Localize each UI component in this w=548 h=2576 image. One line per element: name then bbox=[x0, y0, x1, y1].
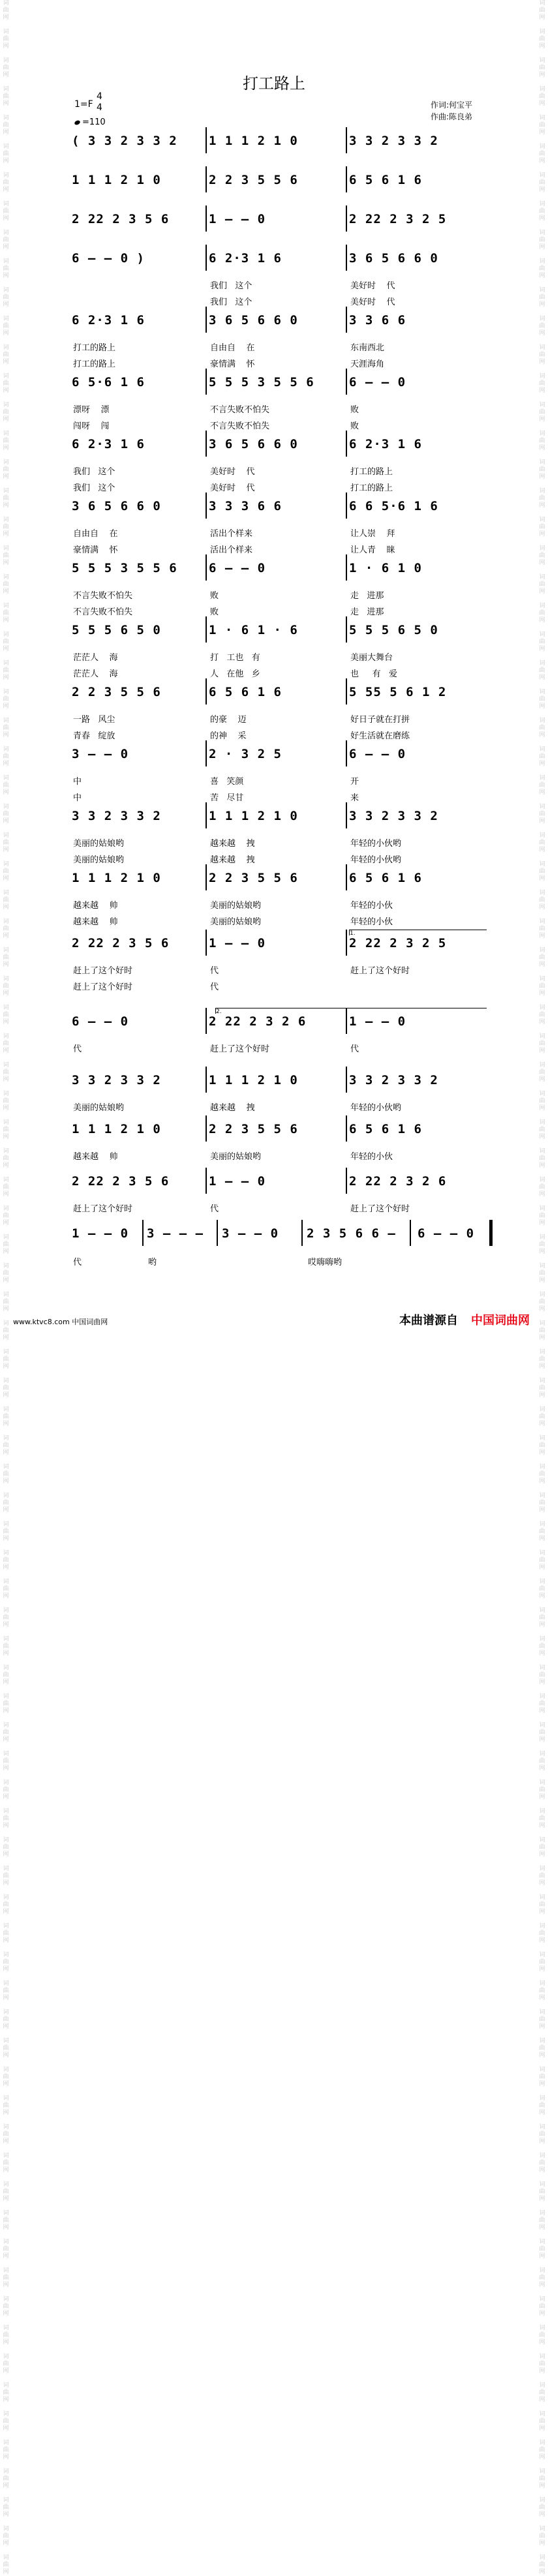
lyric-line: 的豪 迈 bbox=[210, 715, 247, 725]
bar-line bbox=[206, 205, 207, 232]
lyric-line: 我们 这个 bbox=[73, 483, 115, 493]
lyric-line: 美丽的姑娘哟 bbox=[73, 839, 125, 849]
lyric-line: 让人青 睐 bbox=[350, 545, 395, 555]
lyric-line: 茫茫人 海 bbox=[73, 669, 118, 679]
bar-line bbox=[346, 205, 347, 232]
final-bar-line bbox=[489, 1220, 493, 1246]
lyric-line: 不言失败不怕失 bbox=[210, 405, 270, 415]
measure-notes: 3 6 5 6 6 0 bbox=[209, 313, 298, 327]
bar-line bbox=[346, 1067, 347, 1093]
lyric-line: 来 bbox=[350, 793, 359, 803]
measure-notes: 5 5 5 6 5 0 bbox=[349, 623, 438, 637]
bar-line bbox=[217, 1220, 218, 1246]
bar-line bbox=[206, 802, 207, 828]
measure-notes: 3 6 5 6 6 0 bbox=[349, 251, 438, 265]
lyric-line: 年轻的小伙哟 bbox=[350, 1103, 402, 1113]
measure-notes: 5 5 5 3 5 5 6 bbox=[72, 561, 177, 575]
measure-notes: 2 22 2 3 5 6 bbox=[72, 936, 170, 950]
measure-notes: 6 — — 0 bbox=[349, 375, 406, 389]
lyric-line: 一路 风尘 bbox=[73, 715, 115, 725]
lyricist-credit: 作词:何宝平 bbox=[431, 100, 473, 110]
bar-line bbox=[346, 127, 347, 153]
lyric-line: 我们 这个 bbox=[73, 467, 115, 477]
bar-line bbox=[346, 740, 347, 766]
bar-line bbox=[206, 245, 207, 271]
bar-line bbox=[206, 1115, 207, 1142]
lyric-line: 哟 bbox=[148, 1258, 157, 1267]
measure-notes: 3 3 2 3 3 2 bbox=[349, 809, 438, 823]
bar-line bbox=[206, 307, 207, 333]
bar-line bbox=[206, 166, 207, 192]
measure-notes: 3 3 2 3 3 2 bbox=[72, 809, 161, 823]
measure-notes: 2 2 3 5 5 6 bbox=[209, 871, 298, 885]
lyric-line: 越来越 拽 bbox=[210, 855, 255, 865]
lyric-line: 越来越 拽 bbox=[210, 839, 255, 849]
measure-notes: 3 3 2 3 3 2 bbox=[349, 1073, 438, 1087]
lyric-line: 美好时 代 bbox=[210, 467, 255, 477]
lyric-line: 苦 尽甘 bbox=[210, 793, 244, 803]
lyric-line: 豪情满 怀 bbox=[210, 359, 255, 369]
key-signature: 1=F bbox=[74, 99, 93, 110]
measure-notes: 1 — — 0 bbox=[72, 1226, 129, 1241]
bar-line bbox=[346, 492, 347, 519]
lyric-line: 赶上了这个好时 bbox=[73, 1204, 133, 1214]
bar-line bbox=[346, 554, 347, 581]
measure-notes: 1 — — 0 bbox=[209, 1174, 266, 1189]
time-signature-top: 4 bbox=[97, 91, 102, 102]
measure-notes: 2 22 2 3 5 6 bbox=[72, 1174, 170, 1189]
lyric-line: 青春 绽放 bbox=[73, 731, 115, 741]
lyric-line: 赶上了这个好时 bbox=[350, 966, 410, 976]
lyric-line: 年轻的小伙哟 bbox=[350, 839, 402, 849]
bar-line bbox=[346, 431, 347, 457]
lyric-line: 美丽的姑娘哟 bbox=[210, 917, 262, 927]
lyric-line: 年轻的小伙 bbox=[350, 917, 393, 927]
lyric-line: 美好时 代 bbox=[350, 297, 395, 307]
measure-notes: 5 5 5 6 5 0 bbox=[72, 623, 161, 637]
lyric-line: 东南西北 bbox=[350, 343, 385, 353]
measure-notes: 2 22 2 3 2 5 bbox=[349, 212, 447, 226]
lyric-line: 代 bbox=[210, 966, 219, 976]
lyric-line: 代 bbox=[73, 1044, 82, 1054]
measure-notes: 1 1 1 2 1 0 bbox=[72, 173, 161, 187]
lyric-line: 赶上了这个好时 bbox=[210, 1044, 270, 1054]
bar-line bbox=[206, 1168, 207, 1194]
lyric-line: 中 bbox=[73, 777, 82, 787]
lyric-line: 代 bbox=[73, 1258, 82, 1267]
bar-line bbox=[346, 369, 347, 395]
measure-notes: 1 — — 0 bbox=[209, 212, 266, 226]
lyric-line: 哎嗨嗨哟 bbox=[308, 1258, 342, 1267]
measure-notes: 2 2 3 5 5 6 bbox=[209, 173, 298, 187]
bar-line bbox=[346, 245, 347, 271]
bar-line bbox=[301, 1220, 303, 1246]
measure-notes: 1 · 6 1 0 bbox=[349, 561, 422, 575]
lyric-line: 不言失败不怕失 bbox=[73, 607, 133, 617]
lyric-line: 好日子就在打拼 bbox=[350, 715, 410, 725]
lyric-line: 打工的路上 bbox=[350, 467, 393, 477]
bar-line bbox=[206, 864, 207, 890]
measure-notes: 1 — — 0 bbox=[209, 936, 266, 950]
measure-notes: 6 5 6 1 6 bbox=[349, 1122, 422, 1136]
lyric-line: 美丽的姑娘哟 bbox=[73, 855, 125, 865]
lyric-line: 漂呀 漂 bbox=[73, 405, 110, 415]
lyric-line: 的神 采 bbox=[210, 731, 247, 741]
lyric-line: 走 进那 bbox=[350, 607, 384, 617]
bar-line bbox=[206, 431, 207, 457]
lyric-line: 年轻的小伙 bbox=[350, 901, 393, 911]
lyric-line: 自由自 在 bbox=[210, 343, 255, 353]
lyric-line: 人 在他 乡 bbox=[210, 669, 260, 679]
measure-notes: 1 1 1 2 1 0 bbox=[72, 1122, 161, 1136]
lyric-line: 打 工也 有 bbox=[210, 653, 260, 663]
watermark-right: 词 曲 网 词 曲 网 词 曲 网 词 曲 网 词 曲 网 词 曲 网 词 曲 网 词 曲 网 词 曲 网 词 曲 网 词 曲 网 词 曲 网 词 曲 网 词 曲 网 词 曲 网 词 曲 网 词 曲 网 词 曲 网 词 曲 网 词 曲 网 词 曲 网 词 曲 网 词 曲 网 词 曲 网 词 曲 网 词 曲 网 词 曲 网 词 曲 网 词 曲 网 词 曲 网 词 曲 网 词 曲 网 词 曲 网 词 曲 网 词 曲 网 词 曲 网 词 曲 网 词 曲 网 词 曲 网 词 曲 网 词 曲 网 词 曲 网 词 曲 网 词 曲 网 词 曲 网 词 曲 网 词 曲 网 词 曲 网 词 曲 网 词 曲 网 词 曲 网 词 曲 网 词 曲 网 词 曲 网 词 曲 网 词 曲 网 词 曲 网 词 曲 网 词 曲 网 词 曲 网 词 曲 网 词 曲 网 词 曲 网 词 曲 网 词 曲 网 词 曲 网 词 曲 网 词 曲 网 词 曲 网 词 曲 网 词 曲 网 词 曲 网 词 曲 网 词 曲 网 词 曲 网 词 曲 网 词 曲 网 词 曲 网 词 曲 网 词 曲 网 词 曲 网 词 曲 网 词 曲 网 词 曲 网 词 曲 网 词 曲 网 词 曲 网 词 曲 网 词 曲 网 词 曲 网 bbox=[539, 0, 545, 2575]
lyric-line: 赶上了这个好时 bbox=[350, 1204, 410, 1214]
lyric-line: 也 有 爱 bbox=[350, 669, 398, 679]
lyric-line: 赶上了这个好时 bbox=[73, 982, 133, 992]
bar-line bbox=[346, 802, 347, 828]
measure-notes: 3 3 6 6 bbox=[349, 313, 406, 327]
measure-notes: 3 — — — bbox=[147, 1226, 204, 1241]
lyric-line: 赶上了这个好时 bbox=[73, 966, 133, 976]
measure-notes: 2 2 3 5 5 6 bbox=[72, 685, 161, 699]
measure-notes: 6 — — 0 bbox=[209, 561, 266, 575]
lyric-line: 好生活就在磨练 bbox=[350, 731, 410, 741]
measure-notes: 6 2·3 1 6 bbox=[349, 437, 422, 451]
bar-line bbox=[206, 1008, 207, 1034]
lyric-line: 自由自 在 bbox=[73, 529, 118, 539]
measure-notes: 6 2·3 1 6 bbox=[209, 251, 282, 265]
measure-notes: 5 55 5 6 1 2 bbox=[349, 685, 447, 699]
lyric-line: 中 bbox=[73, 793, 82, 803]
bar-line bbox=[206, 554, 207, 581]
measure-notes: 1 1 1 2 1 0 bbox=[209, 809, 298, 823]
lyric-line: 败 bbox=[210, 591, 219, 601]
lyric-line: 开 bbox=[350, 777, 359, 787]
measure-notes: 6 2·3 1 6 bbox=[72, 437, 145, 451]
bar-line bbox=[206, 740, 207, 766]
song-title: 打工路上 bbox=[243, 74, 305, 93]
volta-1: 1. bbox=[349, 930, 487, 935]
measure-notes: 2 3 5 6 6 — bbox=[307, 1226, 396, 1241]
measure-notes: 1 · 6 1 · 6 bbox=[209, 623, 298, 637]
lyric-line: 打工的路上 bbox=[73, 359, 116, 369]
time-signature bbox=[97, 91, 102, 114]
measure-notes: 6 5 6 1 6 bbox=[209, 685, 282, 699]
measure-notes: 1 — — 0 bbox=[349, 1014, 406, 1029]
footer-source-text: 本曲谱源自 bbox=[399, 1314, 458, 1327]
measure-notes: 6 2·3 1 6 bbox=[72, 313, 145, 327]
bar-line bbox=[346, 930, 347, 956]
bar-line bbox=[346, 864, 347, 890]
lyric-line: 年轻的小伙哟 bbox=[350, 855, 402, 865]
lyric-line: 我们 这个 bbox=[210, 297, 252, 307]
lyric-line: 越来越 帅 bbox=[73, 917, 118, 927]
tempo-marking bbox=[74, 117, 106, 127]
footer-source bbox=[399, 1311, 530, 1328]
bar-line bbox=[206, 1067, 207, 1093]
lyric-line: 代 bbox=[210, 1204, 219, 1214]
quarter-note-icon bbox=[74, 119, 81, 125]
measure-notes: ( 3 3 2 3 3 2 bbox=[72, 134, 177, 148]
lyric-line: 代 bbox=[210, 982, 219, 992]
lyric-line: 天涯海角 bbox=[350, 359, 385, 369]
bar-line bbox=[346, 616, 347, 643]
bar-line bbox=[206, 678, 207, 705]
lyric-line: 茫茫人 海 bbox=[73, 653, 118, 663]
measure-notes: 6 5·6 1 6 bbox=[72, 375, 145, 389]
lyric-line: 活出个样来 bbox=[210, 529, 253, 539]
measure-notes: 2 22 2 3 2 5 bbox=[349, 936, 447, 950]
lyric-line: 美丽的姑娘哟 bbox=[210, 901, 262, 911]
bar-line bbox=[346, 307, 347, 333]
bar-line bbox=[206, 616, 207, 643]
measure-notes: 6 — — 0 bbox=[349, 747, 406, 761]
lyric-line: 美丽的姑娘哟 bbox=[73, 1103, 125, 1113]
measure-notes: 6 — — 0 ) bbox=[72, 251, 145, 265]
lyric-line: 我们 这个 bbox=[210, 281, 252, 291]
measure-notes: 6 — — 0 bbox=[418, 1226, 475, 1241]
footer-site-name: 中国词曲网 bbox=[471, 1314, 530, 1327]
lyric-line: 美好时 代 bbox=[350, 281, 395, 291]
bar-line bbox=[346, 166, 347, 192]
lyric-line: 美好时 代 bbox=[210, 483, 255, 493]
lyric-line: 活出个样来 bbox=[210, 545, 253, 555]
lyric-line: 代 bbox=[350, 1044, 359, 1054]
bar-line bbox=[206, 492, 207, 519]
time-signature-bottom: 4 bbox=[97, 102, 102, 113]
measure-notes: 2 2 3 5 5 6 bbox=[209, 1122, 298, 1136]
lyric-line: 打工的路上 bbox=[350, 483, 393, 493]
lyric-line: 年轻的小伙 bbox=[350, 1152, 393, 1162]
lyric-line: 不言失败不怕失 bbox=[73, 591, 133, 601]
measure-notes: 3 — — 0 bbox=[72, 747, 129, 761]
lyric-line: 让人崇 拜 bbox=[350, 529, 395, 539]
lyric-line: 不言失败不怕失 bbox=[210, 421, 270, 431]
bar-line bbox=[142, 1220, 144, 1246]
lyric-line: 越来越 拽 bbox=[210, 1103, 255, 1113]
lyric-line: 败 bbox=[210, 607, 219, 617]
measure-notes: 2 22 2 3 2 6 bbox=[349, 1174, 447, 1189]
lyric-line: 走 进那 bbox=[350, 591, 384, 601]
measure-notes: 3 3 2 3 3 2 bbox=[349, 134, 438, 148]
measure-notes: 2 22 2 3 5 6 bbox=[72, 212, 170, 226]
bar-line bbox=[206, 930, 207, 956]
lyric-line: 喜 笑颜 bbox=[210, 777, 244, 787]
measure-notes: 6 6 5·6 1 6 bbox=[349, 499, 438, 513]
measure-notes: 3 3 3 6 6 bbox=[209, 499, 282, 513]
bar-line bbox=[410, 1220, 411, 1246]
measure-notes: 6 5 6 1 6 bbox=[349, 173, 422, 187]
watermark-left: 词 曲 网 词 曲 网 词 曲 网 词 曲 网 词 曲 网 词 曲 网 词 曲 网 词 曲 网 词 曲 网 词 曲 网 词 曲 网 词 曲 网 词 曲 网 词 曲 网 词 曲 网 词 曲 网 词 曲 网 词 曲 网 词 曲 网 词 曲 网 词 曲 网 词 曲 网 词 曲 网 词 曲 网 词 曲 网 词 曲 网 词 曲 网 词 曲 网 词 曲 网 词 曲 网 词 曲 网 词 曲 网 词 曲 网 词 曲 网 词 曲 网 词 曲 网 词 曲 网 词 曲 网 词 曲 网 词 曲 网 词 曲 网 词 曲 网 词 曲 网 词 曲 网 词 曲 网 词 曲 网 词 曲 网 词 曲 网 词 曲 网 词 曲 网 词 曲 网 词 曲 网 词 曲 网 词 曲 网 词 曲 网 词 曲 网 词 曲 网 词 曲 网 词 曲 网 词 曲 网 词 曲 网 词 曲 网 词 曲 网 词 曲 网 词 曲 网 词 曲 网 词 曲 网 词 曲 网 词 曲 网 词 曲 网 词 曲 网 词 曲 网 词 曲 网 词 曲 网 词 曲 网 词 曲 网 词 曲 网 词 曲 网 词 曲 网 词 曲 网 词 曲 网 词 曲 网 词 曲 网 词 曲 网 词 曲 网 词 曲 网 词 曲 网 词 曲 网 词 曲 网 词 曲 网 bbox=[3, 0, 9, 2575]
measure-notes: 1 1 1 2 1 0 bbox=[72, 871, 161, 885]
measure-notes: 3 6 5 6 6 0 bbox=[209, 437, 298, 451]
bar-line bbox=[346, 1115, 347, 1142]
measure-notes: 3 — — 0 bbox=[222, 1226, 279, 1241]
lyric-line: 美丽大舞台 bbox=[350, 653, 393, 663]
lyric-line: 豪情满 怀 bbox=[73, 545, 118, 555]
measure-notes: 3 6 5 6 6 0 bbox=[72, 499, 161, 513]
footer-website: www.ktvc8.com 中国词曲网 bbox=[13, 1318, 108, 1326]
volta-2: 2. bbox=[215, 1008, 487, 1014]
bar-line bbox=[346, 678, 347, 705]
lyric-line: 美丽的姑娘哟 bbox=[210, 1152, 262, 1162]
bar-line bbox=[206, 369, 207, 395]
tempo-value: =110 bbox=[82, 117, 106, 127]
measure-notes: 5 5 5 3 5 5 6 bbox=[209, 375, 314, 389]
lyric-line: 败 bbox=[350, 421, 359, 431]
lyric-line: 败 bbox=[350, 405, 359, 415]
measure-notes: 1 1 1 2 1 0 bbox=[209, 134, 298, 148]
measure-notes: 3 3 2 3 3 2 bbox=[72, 1073, 161, 1087]
lyric-line: 闯呀 闯 bbox=[73, 421, 110, 431]
composer-credit: 作曲:陈良弟 bbox=[431, 112, 473, 121]
measure-notes: 6 5 6 1 6 bbox=[349, 871, 422, 885]
measure-notes: 2 22 2 3 2 6 bbox=[209, 1014, 307, 1029]
lyric-line: 越来越 帅 bbox=[73, 1152, 118, 1162]
measure-notes: 1 1 1 2 1 0 bbox=[209, 1073, 298, 1087]
measure-notes: 2 · 3 2 5 bbox=[209, 747, 282, 761]
lyric-line: 越来越 帅 bbox=[73, 901, 118, 911]
bar-line bbox=[206, 127, 207, 153]
bar-line bbox=[346, 1168, 347, 1194]
measure-notes: 6 — — 0 bbox=[72, 1014, 129, 1029]
lyric-line: 打工的路上 bbox=[73, 343, 116, 353]
